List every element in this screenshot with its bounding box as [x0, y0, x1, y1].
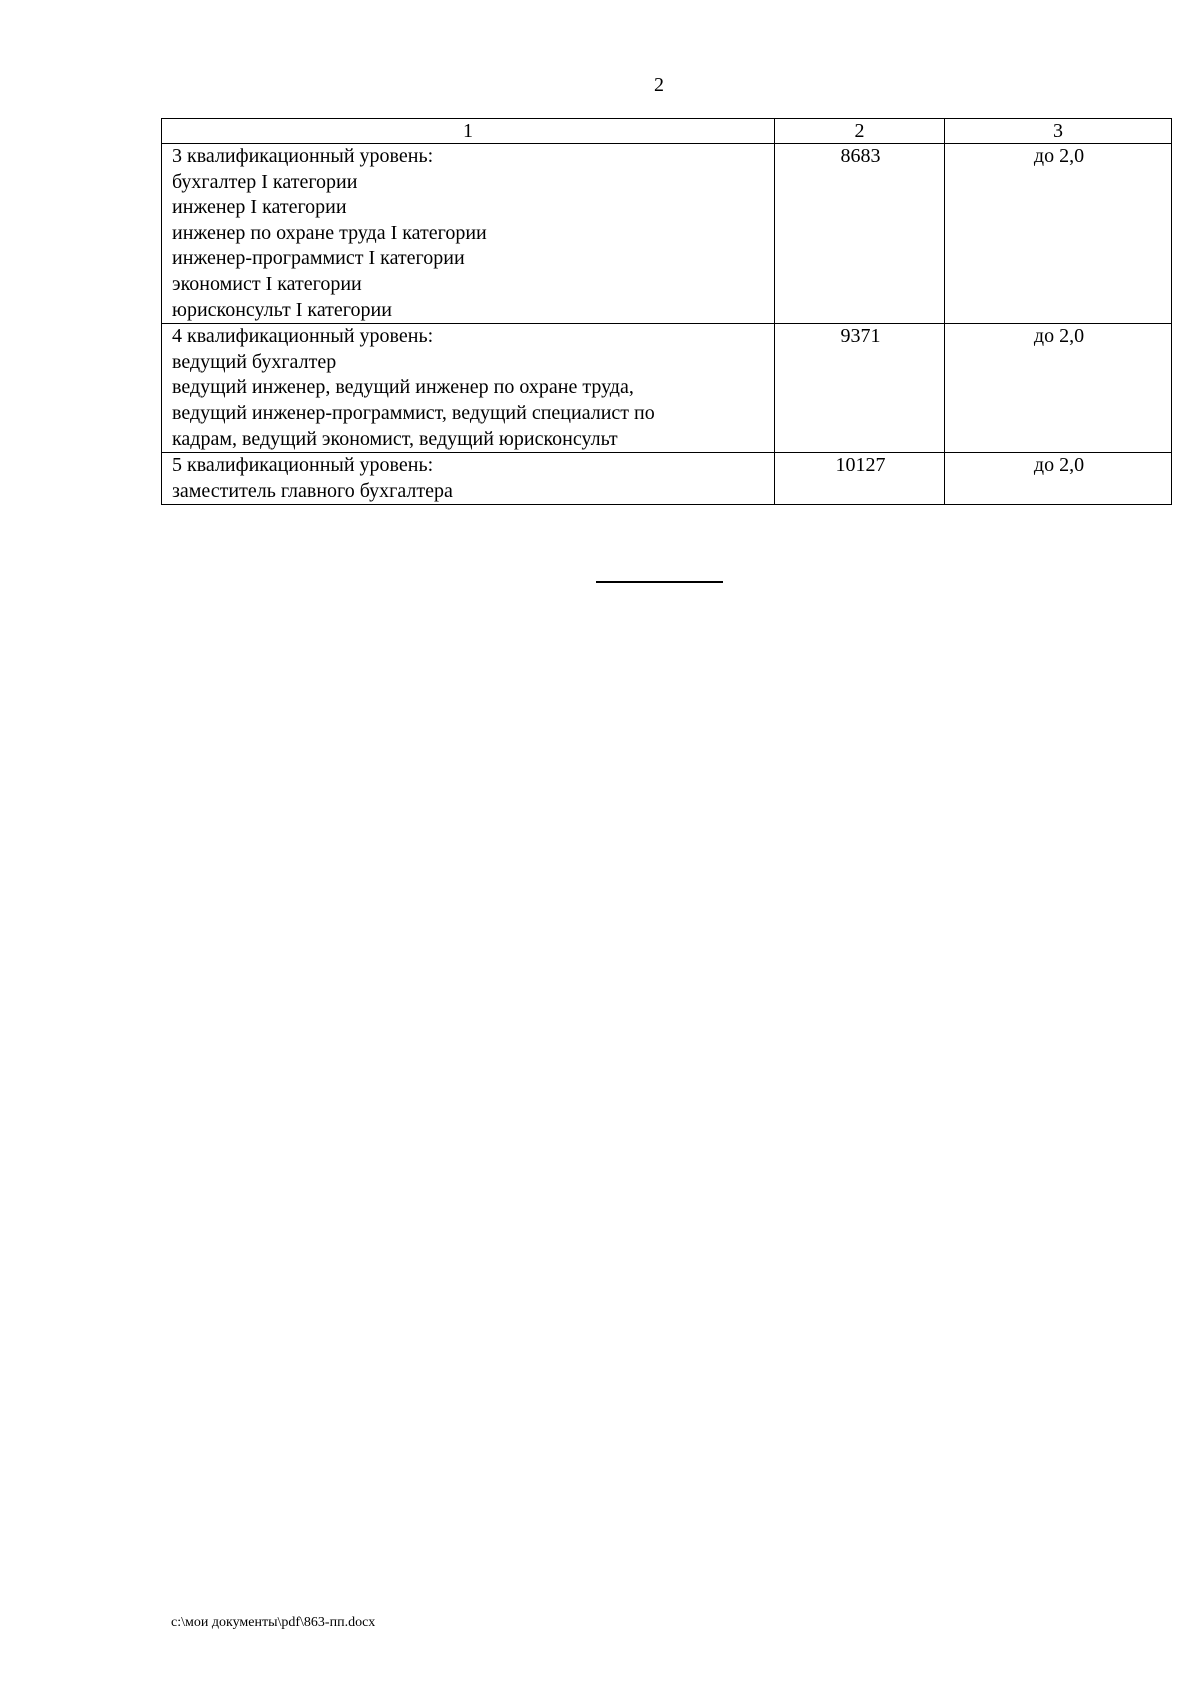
level-title: 4 квалификационный уровень: [172, 325, 434, 348]
position-item: ведущий инженер, ведущий инженер по охране труда, [172, 376, 634, 399]
column-header: 3 [945, 119, 1172, 144]
position-item: заместитель главного бухгалтера [172, 479, 453, 502]
coefficient-cell: до 2,0 [945, 144, 1172, 324]
table-header-row [162, 119, 1172, 144]
level-title: 3 квалификационный уровень: [172, 145, 434, 167]
position-item: ведущий бухгалтер [172, 350, 337, 373]
column-header: 1 [162, 119, 775, 144]
position-item: кадрам, ведущий экономист, ведущий юрисконсульт [172, 427, 618, 450]
footer-file-path: c:\мои документы\pdf\863-пп.docx [171, 1615, 376, 1630]
position-item: инженер по охране труда I категории [172, 221, 487, 244]
salary-value-cell: 9371 [775, 324, 945, 453]
end-of-document-rule [596, 581, 723, 583]
qualification-level-cell [162, 453, 775, 505]
table-row [162, 324, 1172, 453]
salary-table [161, 118, 1172, 505]
qualification-level-cell [162, 324, 775, 453]
coefficient-cell: до 2,0 [945, 453, 1172, 505]
salary-value-cell: 8683 [775, 144, 945, 324]
table-row [162, 144, 1172, 324]
position-item: инженер-программист I категории [172, 247, 465, 270]
position-item: инженер I категории [172, 196, 347, 219]
page-number: 2 [654, 74, 664, 96]
coefficient-cell: до 2,0 [945, 324, 1172, 453]
position-item: юрисконсульт I категории [172, 298, 392, 321]
position-item: ведущий инженер-программист, ведущий специалист по [172, 401, 655, 424]
column-header: 2 [775, 119, 945, 144]
level-title: 5 квалификационный уровень: [172, 454, 434, 477]
table-row [162, 453, 1172, 505]
position-item: бухгалтер I категории [172, 170, 358, 193]
position-item: экономист I категории [172, 272, 362, 295]
salary-value-cell: 10127 [775, 453, 945, 505]
qualification-level-cell [162, 144, 775, 324]
